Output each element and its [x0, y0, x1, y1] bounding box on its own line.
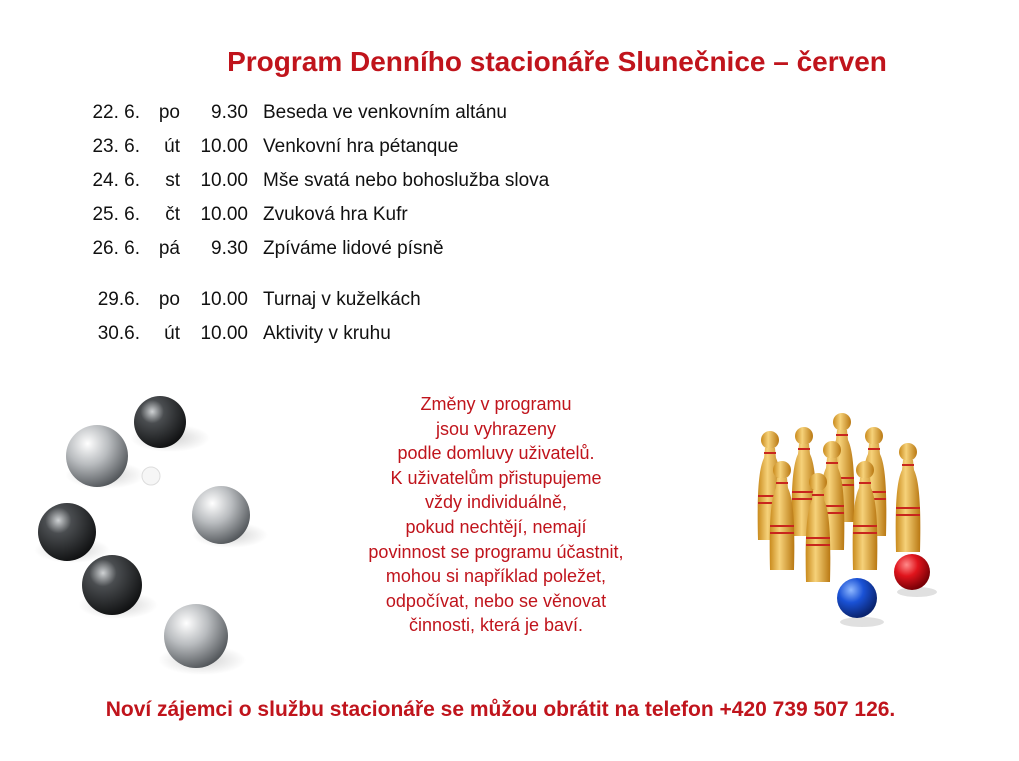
notice-line: Změny v programu [420, 394, 572, 414]
schedule-time: 10.00 [200, 204, 248, 225]
schedule-day: čt [165, 204, 180, 225]
schedule-table [76, 96, 549, 351]
dark-boule [82, 555, 142, 615]
schedule-day: po [158, 102, 180, 123]
schedule-time: 10.00 [200, 323, 248, 344]
dark-boule [134, 396, 186, 448]
schedule-row [76, 283, 549, 317]
schedule-date: 25. 6. [92, 204, 140, 225]
schedule-day: út [164, 323, 180, 344]
program-notice [336, 392, 656, 638]
notice-line: podle domluvy uživatelů. [397, 443, 595, 464]
blue-ball [837, 578, 877, 618]
schedule-time: 10.00 [200, 289, 248, 310]
schedule-day: po [158, 289, 180, 310]
contact-footer: Noví zájemci o službu stacionáře se můžou obrátit na telefon +420 739 507 126. [105, 698, 896, 721]
silver-boule [164, 604, 228, 668]
schedule-date: 23. 6. [92, 136, 140, 157]
schedule-row [76, 317, 549, 351]
schedule-date: 26. 6. [92, 238, 140, 259]
page-title: Program Denního stacionáře Slunečnice – červen [227, 46, 887, 77]
schedule-day: pá [158, 238, 180, 259]
notice-line: vždy individuálně, [424, 492, 568, 513]
schedule-row [76, 232, 549, 266]
schedule-row [76, 198, 549, 232]
schedule-event: Aktivity v kruhu [263, 323, 391, 344]
notice-line: pokud nechtějí, nemají [405, 516, 587, 537]
notice-line: povinnost se programu účastnit, [368, 541, 624, 562]
schedule-day: st [165, 170, 180, 191]
schedule-row [76, 130, 549, 164]
schedule-row [76, 96, 549, 130]
schedule-time: 9.30 [211, 102, 248, 123]
cochonnet-jack [142, 467, 160, 485]
schedule-event: Beseda ve venkovním altánu [263, 102, 507, 123]
dark-boule [38, 503, 96, 561]
schedule-date: 30.6. [97, 323, 140, 344]
notice-line: mohou si například poležet, [385, 566, 607, 587]
notice-line: odpočívat, nebo se věnovat [385, 590, 607, 611]
silver-boule [66, 425, 128, 487]
schedule-time: 9.30 [211, 238, 248, 259]
schedule-date: 29.6. [97, 289, 140, 310]
schedule-event: Zvuková hra Kufr [263, 204, 408, 225]
schedule-date: 22. 6. [92, 102, 140, 123]
schedule-day: út [164, 136, 180, 157]
schedule-event: Mše svatá nebo bohoslužba slova [263, 170, 550, 191]
schedule-event: Turnaj v kuželkách [263, 289, 421, 310]
notice-line: jsou vyhrazeny [435, 418, 557, 439]
silver-boule [192, 486, 250, 544]
notice-line: činnosti, která je baví. [408, 615, 584, 636]
skittles-image [722, 400, 972, 640]
schedule-event: Venkovní hra pétanque [263, 136, 459, 157]
schedule-row [76, 164, 549, 198]
petanque-boules-image [10, 380, 310, 690]
schedule-event: Zpíváme lidové písně [263, 238, 444, 259]
notice-line: K uživatelům přistupujeme [390, 467, 602, 488]
red-ball [894, 554, 930, 590]
schedule-time: 10.00 [200, 170, 248, 191]
schedule-date: 24. 6. [92, 170, 140, 191]
schedule-time: 10.00 [200, 136, 248, 157]
